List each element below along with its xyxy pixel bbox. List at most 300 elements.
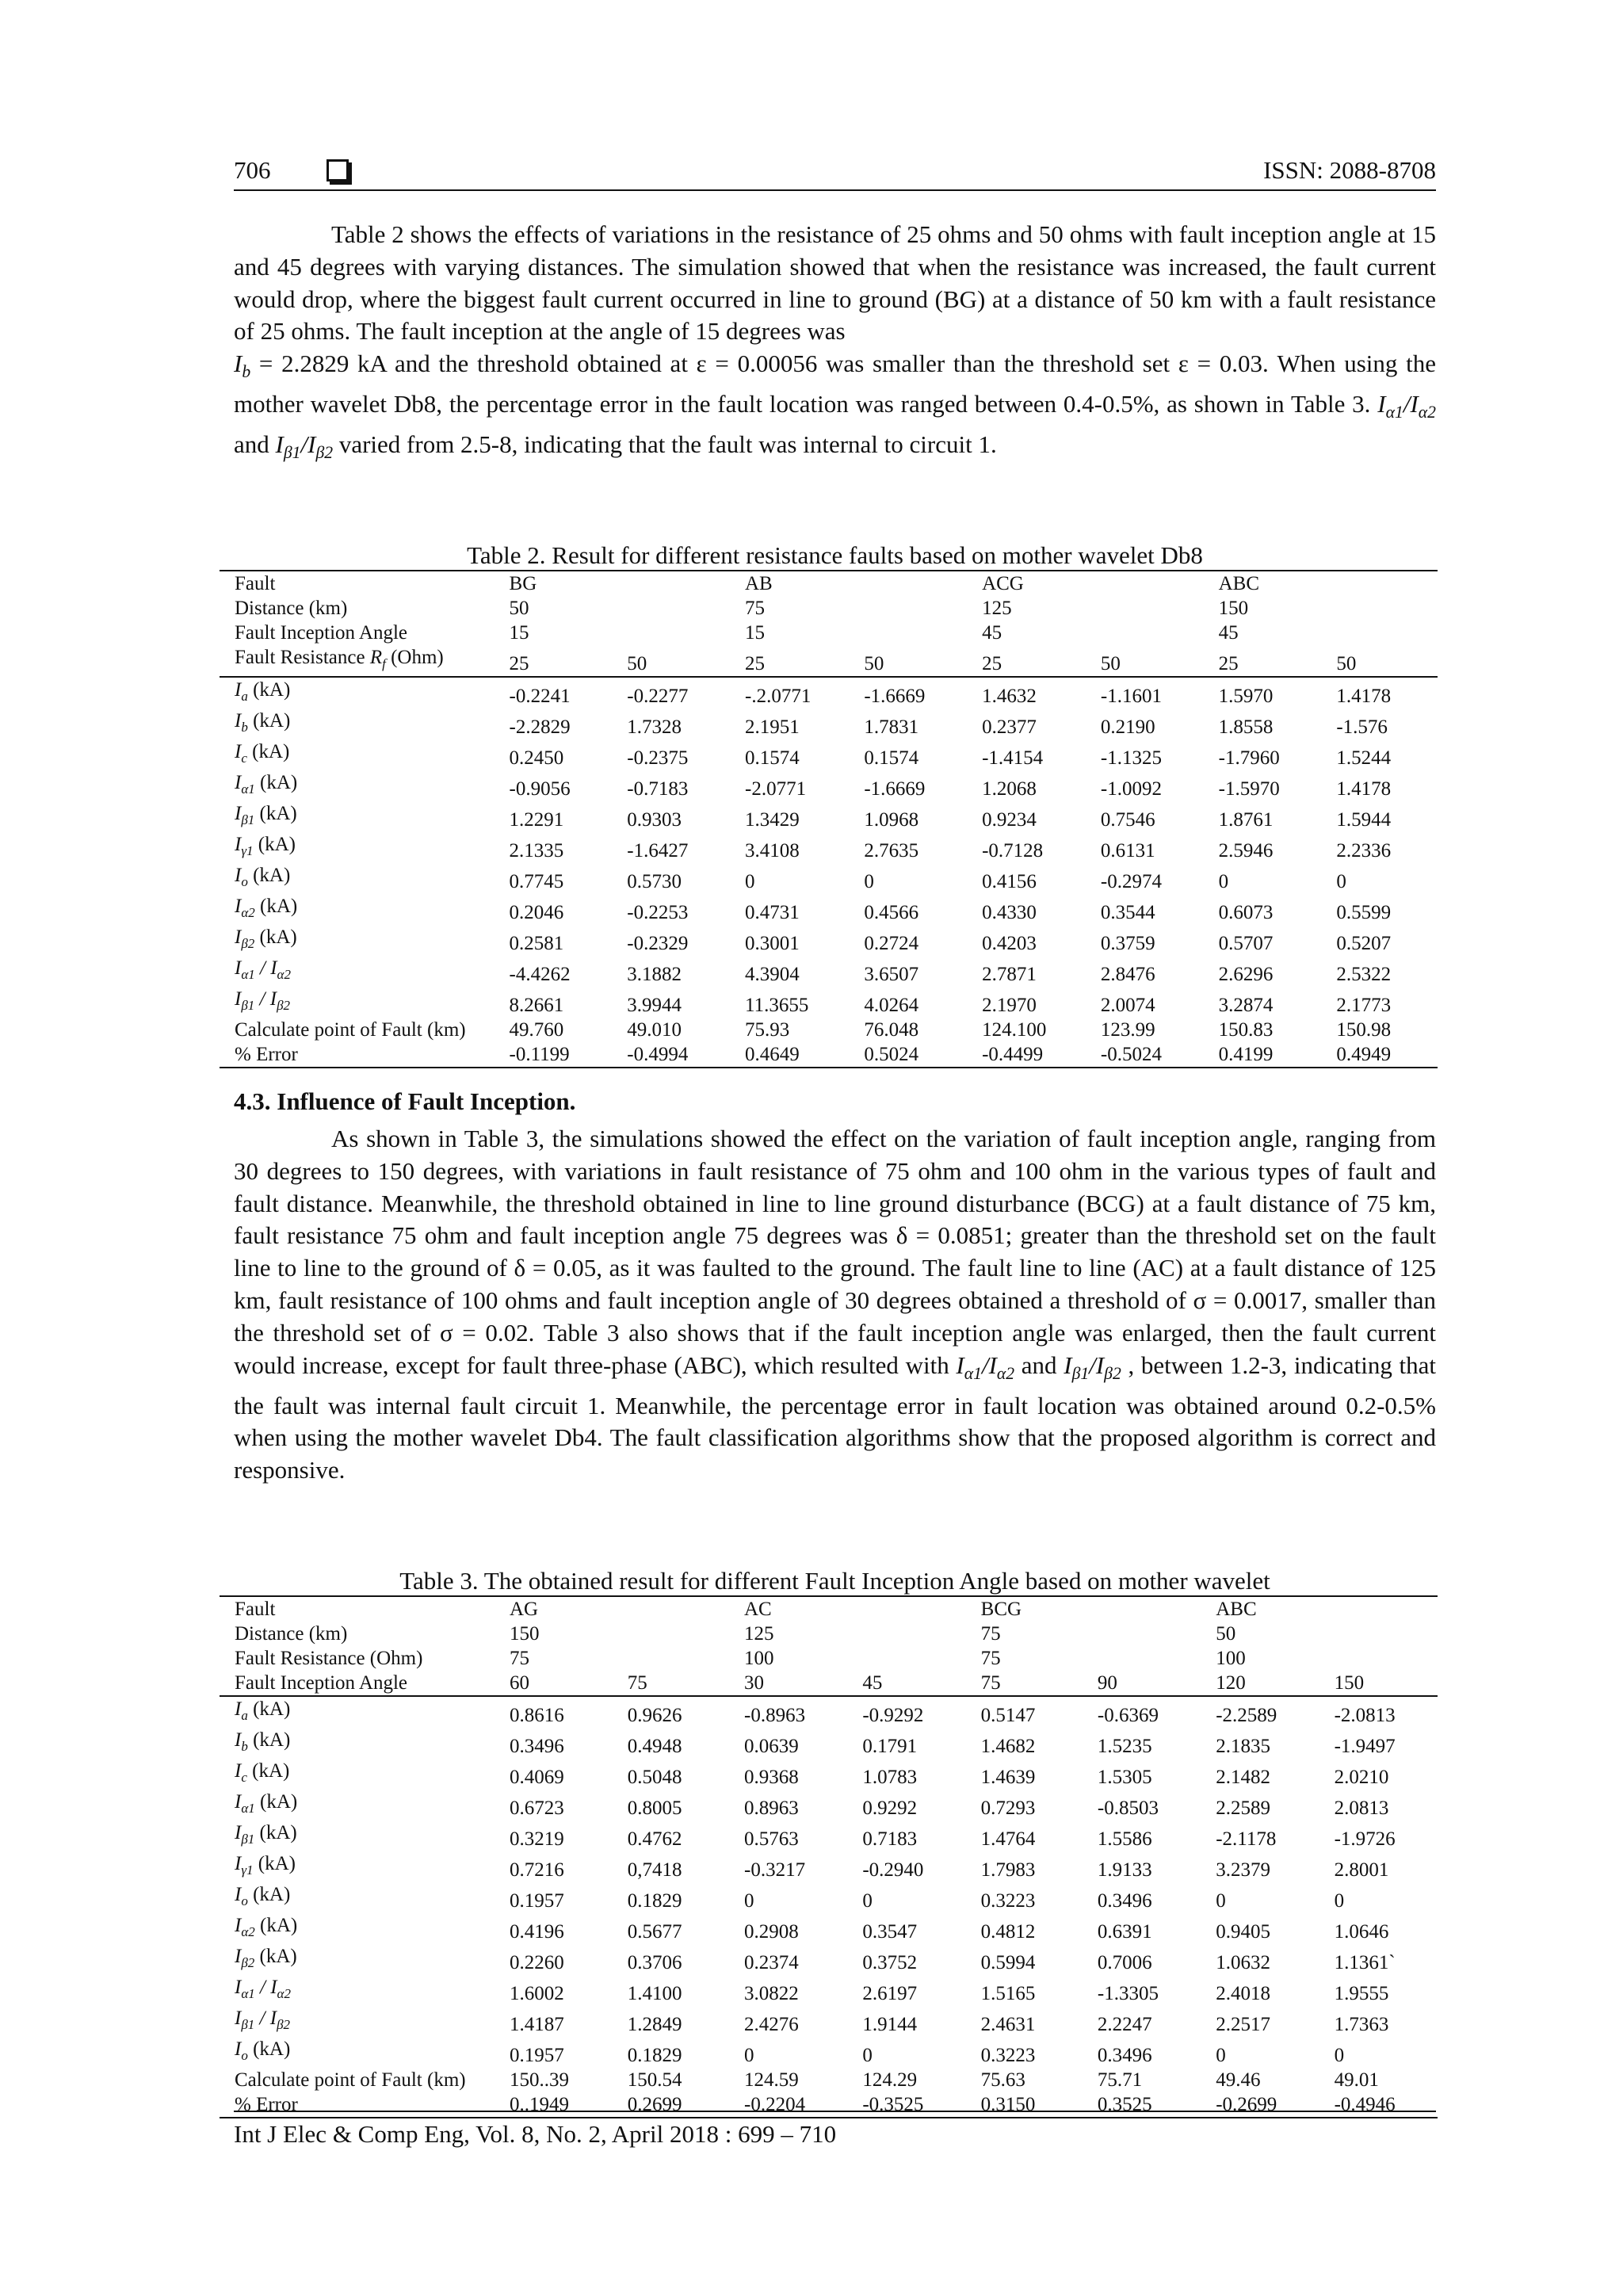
table-cell: 0.6131 [1100,840,1155,861]
table-cell: 0.4731 [745,902,800,923]
table-cell: 0 [744,1890,754,1912]
table-cell: 0.4199 [1204,1042,1322,1068]
row-label: $I_{\alpha 1}$ (kA) [235,1791,298,1816]
table-row [220,2068,1438,2092]
table-cell: -0.2204 [729,2092,847,2118]
row-label: $I_o$ (kA) [235,865,291,889]
table-cell: BCG [966,1596,1083,1622]
table-cell [1083,1646,1201,1671]
table-cell: BG [495,571,613,596]
table-cell: 2.0813 [1334,1797,1389,1819]
table-cell: 1.9144 [862,2014,918,2035]
table-cell: 1.9555 [1334,1983,1389,2004]
table-cell: 0 [1216,2045,1226,2066]
table-cell: 3.2874 [1218,995,1274,1016]
table-cell: 0.1574 [864,747,919,769]
table-row [220,596,1438,621]
table-cell: 1.5235 [1097,1736,1152,1757]
table-cell: 0.6391 [1097,1921,1152,1943]
table-cell: 1.7328 [627,716,682,738]
table-cell: 4.3904 [745,964,800,985]
table-cell: 0.2377 [982,716,1037,738]
row-label: $I_c$ (kA) [235,1760,290,1785]
table-cell: 2.1951 [745,716,800,738]
table-cell: 124.59 [744,2069,799,2091]
paragraph-table2-discussion [234,219,1436,469]
row-label: $I_{\gamma 1}$ (kA) [235,1853,296,1878]
row-label: $I_b$ (kA) [235,710,291,735]
row-label [220,1975,495,2006]
table-cell: 0 [862,2045,873,2066]
table-cell: 1.2291 [509,809,564,831]
table-cell: 0.4948 [627,1736,682,1757]
table-cell: -0.4499 [967,1042,1086,1068]
table-cell: -1.1325 [1100,747,1162,769]
table-cell: 0.7216 [509,1859,564,1881]
table-cell: 0 [1336,871,1346,892]
table-cell: 2.5946 [1218,840,1274,861]
table-cell [847,1622,965,1646]
math-symbol: $I_o$ [235,865,248,889]
table-cell: 0.3001 [745,933,800,954]
table-row [220,645,1438,677]
table-cell: 2.2247 [1097,2014,1152,2035]
table-cell: 0..1949 [495,2092,613,2118]
table-cell: 0.5024 [849,1042,967,1068]
table-cell [847,1646,965,1671]
table-row [220,677,1438,709]
table-cell: -1.9726 [1334,1828,1396,1850]
table-cell: 25 [495,645,613,677]
table-cell: -2.1178 [1216,1828,1277,1850]
table-cell: 0.5147 [980,1705,1036,1726]
table-cell: -0.2375 [627,747,689,769]
table-row [220,1759,1438,1790]
table-cell: 150 [1218,598,1249,619]
table-cell: -1.576 [1336,716,1388,738]
row-label: $I_{\alpha 2}$ (kA) [235,1915,298,1939]
row-label: % Error [220,1042,495,1068]
table-cell: 25 [730,645,849,677]
table-row [220,956,1438,987]
row-label: $I_a$ (kA) [235,1698,291,1723]
section-heading: 4.3. Influence of Fault Inception. [234,1087,576,1115]
table-cell: 1.8761 [1218,809,1274,831]
table-cell: 2.4018 [1216,1983,1270,2004]
table-cell: 0.5707 [1218,933,1274,954]
row-label: Fault Inception Angle [220,1671,495,1696]
table-row [220,1820,1438,1851]
table3 [220,1595,1438,2118]
table-cell: 0.9626 [627,1705,682,1726]
table-cell: 0.4812 [980,1921,1036,1943]
table-row [220,925,1438,956]
table-cell: 1.0632 [1216,1952,1270,1973]
math-symbol: $I_o$ [235,1884,248,1908]
table-cell: 75 [509,1648,529,1669]
table-cell: 0.1957 [509,1890,564,1912]
page-number: 706 [234,156,271,184]
table-cell: ACG [967,571,1086,596]
text-run: = 2.2829 kA and the threshold obtained at ε = 0.00056 was smaller than the threshold set ε = 0.03. When using the mother wavelet Db8, the percentage error in the fault location was ranged between 0.4-0.5%, as shown in Table 3. [234,350,1436,418]
table-row [220,987,1438,1018]
text-run: and [1014,1350,1064,1379]
table-cell: 30 [729,1671,847,1696]
table-cell: 1.5586 [1097,1828,1152,1850]
text-run: and [234,430,276,459]
issn-label: ISSN: 2088-8708 [1263,156,1436,184]
math-symbol: $I_{\gamma 1}$ [235,834,254,858]
table-cell: 0.5763 [744,1828,799,1850]
table-cell: 45 [1218,622,1239,644]
table-cell: 3.2379 [1216,1859,1270,1881]
table-cell: 1.3429 [745,809,800,831]
row-label: Fault [220,571,495,596]
math-symbol: $I_{\beta 1}$ [235,803,255,827]
table-cell: 0.3752 [862,1952,918,1973]
table-cell: 0.4196 [509,1921,564,1943]
row-label: $I_{\alpha 2}$ (kA) [235,896,298,920]
table-cell: 1.4764 [980,1828,1036,1850]
table-cell: 75 [980,1623,1001,1645]
row-label: Fault Inception Angle [235,622,408,644]
table-cell [849,571,967,596]
table-cell [612,596,730,621]
table-cell: 0.3496 [1097,1890,1152,1912]
table-cell: 0 [1216,1890,1226,1912]
table-row [220,571,1438,596]
math-symbol: $I_b$ [235,710,248,735]
table-cell: 0.6723 [509,1797,564,1819]
table-cell: 0.7546 [1100,809,1155,831]
table-row [220,1596,1438,1622]
math-ratio-beta: $I_{\beta 1}/I_{\beta 2}$ [1064,1350,1121,1383]
table-cell: 8.2661 [509,995,564,1016]
math-symbol: $I_c$ [235,1760,247,1785]
table-cell [1319,1646,1438,1671]
table-cell: 0.5599 [1336,902,1392,923]
table-cell: -1.5970 [1218,778,1280,800]
math-symbol: $I_c$ [235,741,247,766]
table-cell: 0.3496 [509,1736,564,1757]
footer-rule [234,2111,1436,2112]
table-cell: 0.9405 [1216,1921,1270,1943]
table-cell: 50 [1321,645,1438,677]
table-row [220,894,1438,925]
table-cell: 1.2849 [627,2014,682,2035]
table-row [220,801,1438,832]
row-label: $I_{\gamma 1}$ (kA) [235,834,296,858]
table-cell: 2.2336 [1336,840,1392,861]
row-label [220,2006,495,2037]
math-symbol: $I_o$ [235,2038,248,2063]
table-cell: 0 [745,871,755,892]
table-cell: 0.8616 [509,1705,564,1726]
table-row [220,1944,1438,1975]
table-cell [1083,1622,1201,1646]
table-cell: 124.29 [862,2069,918,2091]
table-cell: -0.6369 [1097,1705,1159,1726]
table-cell: 0.3219 [509,1828,564,1850]
table-cell: 1.5244 [1336,747,1392,769]
row-label: $I_{\beta 1}$ (kA) [235,803,297,827]
table-cell: -1.1601 [1100,686,1162,707]
math-symbol: $I_a$ [235,679,248,704]
table-cell: 150.54 [627,2069,682,2091]
table-cell: ABC [1204,571,1322,596]
table-cell: 2.1835 [1216,1736,1270,1757]
math-symbol: $I_{\beta 1}$ [235,1822,255,1847]
table-cell: 1.0646 [1334,1921,1389,1943]
table-cell: 75.71 [1097,2069,1143,2091]
table-cell: 0.4949 [1321,1042,1438,1068]
math-ratio-alpha: $I_{\alpha 1}/I_{\alpha 2}$ [1377,390,1436,422]
table-cell: 1.8558 [1218,716,1274,738]
table-cell: 1.4100 [627,1983,682,2004]
table-cell: 1.4639 [980,1767,1036,1788]
table-row [220,1018,1438,1042]
row-label: Fault Resistance $R_f$ (Ohm) [220,645,495,677]
table-cell: 75 [966,1671,1083,1696]
row-label [220,956,495,987]
table-cell: 2.6197 [862,1983,918,2004]
table-cell: -0.8503 [1097,1797,1159,1819]
table3-caption: Table 3. The obtained result for different Fault Inception Angle based on mother wavelet [399,1567,1270,1595]
math-symbol: $I_{\gamma 1}$ [235,1853,254,1878]
table-cell [1321,571,1438,596]
math-symbol: $I_{\alpha 2}$ [235,1915,255,1939]
table-cell: 0.3547 [862,1921,918,1943]
table-cell: -2.0813 [1334,1705,1396,1726]
row-label: % Error [220,2092,495,2118]
table-cell: 0.1829 [627,1890,682,1912]
table-cell: 3.1882 [627,964,682,985]
table-cell: 0.2260 [509,1952,564,1973]
table-row [220,1790,1438,1820]
table-cell: 125 [982,598,1012,619]
table-cell: 1.9133 [1097,1859,1152,1881]
math-symbol: $I_{\beta 1} / I_{\beta 2}$ [235,988,291,1013]
row-label: $I_c$ (kA) [235,741,290,766]
table-row [220,1671,1438,1696]
table-cell: 1.2068 [982,778,1037,800]
table-cell: -0.2241 [509,686,571,707]
math-ratio-alpha: $I_{\alpha 1}/I_{\alpha 2}$ [956,1350,1015,1383]
table-cell [847,1596,965,1622]
table-cell: 0.3706 [627,1952,682,1973]
table-cell: -0.2277 [627,686,689,707]
table-cell: 1.5970 [1218,686,1274,707]
table-cell [1086,596,1204,621]
table-cell: -0.8963 [744,1705,806,1726]
table-cell: 0.1574 [745,747,800,769]
table-cell: -.2.0771 [745,686,812,707]
table-cell: 45 [982,622,1002,644]
table-cell: 0.3544 [1100,902,1155,923]
table-cell [1319,1622,1438,1646]
table-cell: -0.5024 [1086,1042,1204,1068]
table-cell: 2.2517 [1216,2014,1270,2035]
table-cell: -1.3305 [1097,1983,1159,2004]
table-cell: -1.6669 [864,778,926,800]
table-cell: 0.3223 [980,2045,1036,2066]
table-cell: 50 [1216,1623,1236,1645]
table-row [220,863,1438,894]
table-cell: 0.2581 [509,933,564,954]
table-cell: 3.6507 [864,964,919,985]
table2-caption: Table 2. Result for different resistance faults based on mother wavelet Db8 [467,541,1203,569]
table-cell: 0.2190 [1100,716,1155,738]
row-label: Distance (km) [235,598,348,619]
table-cell: -0.7128 [982,840,1044,861]
math-symbol: $I_a$ [235,1698,248,1723]
table-cell: -1.0092 [1100,778,1162,800]
table-row [220,2037,1438,2068]
table-cell: 1.5305 [1097,1767,1152,1788]
table-cell: 50 [509,598,529,619]
table-cell: 2.7635 [864,840,919,861]
paragraph-fault-inception [234,1123,1436,1487]
table-row [220,1728,1438,1759]
table-cell [612,571,730,596]
table-cell [1083,1596,1201,1622]
table-cell: 0.8005 [627,1797,682,1819]
table-cell: 0.3496 [1097,2045,1152,2066]
table-cell: 3.9944 [627,995,682,1016]
table-cell: 2.1970 [982,995,1037,1016]
table-row [220,739,1438,770]
table-row [220,621,1438,645]
table-cell: 1.7363 [1334,2014,1389,2035]
table-cell: 0.4203 [982,933,1037,954]
table-cell: 1.5165 [980,1983,1036,2004]
table-cell: -0.1199 [495,1042,613,1068]
table-cell: 120 [1201,1671,1319,1696]
math-ib: $I_b$ [234,350,251,382]
table-cell: 3.4108 [745,840,800,861]
table-row [220,709,1438,739]
row-label [220,987,495,1018]
table-cell: 0.5207 [1336,933,1392,954]
table-cell: 0.2724 [864,933,919,954]
table-cell: 11.3655 [745,995,809,1016]
table-cell: 1.0783 [862,1767,918,1788]
table-cell: 123.99 [1100,1019,1155,1041]
table-cell: 0.6073 [1218,902,1274,923]
table-cell: 15 [745,622,765,644]
table-cell: 50 [612,645,730,677]
table-cell: -0.2329 [627,933,689,954]
table-cell: ABC [1201,1596,1319,1622]
table-cell: 45 [847,1671,965,1696]
table-cell: 60 [495,1671,613,1696]
table-cell: 0.5677 [627,1921,682,1943]
table-row [220,1646,1438,1671]
row-label: $I_{\beta 2}$ (kA) [235,926,297,951]
table-cell: 0.9234 [982,809,1037,831]
table-cell: 0.0639 [744,1736,799,1757]
text-run: varied from 2.5-8, indicating that the fault was internal to circuit 1. [333,430,997,459]
table-cell: 100 [1216,1648,1246,1669]
table-cell: 0.4330 [982,902,1037,923]
table-cell: -0.4946 [1319,2092,1438,2118]
table-row [220,1622,1438,1646]
table-cell: -1.4154 [982,747,1044,769]
citation-footer: Int J Elec & Comp Eng, Vol. 8, No. 2, April 2018 : 699 – 710 [234,2120,837,2148]
table-cell: 2.6296 [1218,964,1274,985]
table-cell: 0.2699 [613,2092,729,2118]
table-cell [612,621,730,645]
table-cell: 0.2908 [744,1921,799,1943]
table-cell: 0.7183 [862,1828,918,1850]
table-cell: 49.01 [1334,2069,1379,2091]
table-cell: 75.63 [980,2069,1025,2091]
table-cell: 0.1829 [627,2045,682,2066]
table-cell: 0.7745 [509,871,564,892]
row-label: $I_o$ (kA) [235,2038,291,2063]
text-run: Table 2 shows the effects of variations in the resistance of 25 ohms and 50 ohms with fault inception angle at 15 and 45 degrees with varying distances. The simulation showed that when the resistance was increased, the fault current would drop, where the biggest fault current occurred in line to ground (BG) at a distance of 50 km with a fault resistance of 25 ohms. The fault inception at the angle of 15 degrees was [234,220,1436,346]
table-cell: -1.9497 [1334,1736,1396,1757]
table-cell: 15 [509,622,529,644]
table-cell: 0.5994 [980,1952,1036,1973]
table-row [220,2092,1438,2118]
table-cell: 75.93 [745,1019,790,1041]
table-cell: AC [729,1596,847,1622]
table-cell: 4.0264 [864,995,919,1016]
table-cell: 150..39 [509,2069,569,2091]
table-cell [1086,571,1204,596]
table-cell: 0.3759 [1100,933,1155,954]
table-cell: 0 [864,871,874,892]
row-label: $I_a$ (kA) [235,679,291,704]
table-cell: 0.4566 [864,902,919,923]
table-row [220,1696,1438,1728]
table-cell: 0 [1334,1890,1345,1912]
table-cell: 3.0822 [744,1983,799,2004]
table-cell: 76.048 [864,1019,919,1041]
table-cell: 75 [980,1648,1001,1669]
table-cell: -0.2974 [1100,871,1162,892]
math-symbol: $I_{\alpha 1} / I_{\alpha 2}$ [235,957,291,982]
table-cell: 49.46 [1216,2069,1261,2091]
table-cell: 2.2589 [1216,1797,1270,1819]
table-cell: 0.9303 [627,809,682,831]
table-cell: 2.0074 [1100,995,1155,1016]
table-row [220,1042,1438,1068]
table-cell: 1.4682 [980,1736,1036,1757]
table-cell: -1.7960 [1218,747,1280,769]
table-cell: 2.8001 [1334,1859,1389,1881]
table-cell: 150.98 [1336,1019,1392,1041]
math-symbol: $I_{\beta 1} / I_{\beta 2}$ [235,2008,291,2032]
table-cell: -1.6669 [864,686,926,707]
table-cell: 0 [744,2045,754,2066]
table-row [220,2006,1438,2037]
page-header [234,155,1436,189]
math-symbol: $I_{\alpha 1}$ [235,772,255,797]
table-cell: 0 [862,1890,873,1912]
table-cell: 25 [1204,645,1322,677]
table-cell [1321,621,1438,645]
table-cell: 0.9368 [744,1767,799,1788]
table-cell: 1.7831 [864,716,919,738]
table-cell: 1.4632 [982,686,1037,707]
table-cell: -0.4994 [612,1042,730,1068]
table-cell [613,1622,729,1646]
table-cell: 1.1361` [1334,1952,1396,1973]
table-cell: 0.1957 [509,2045,564,2066]
math-symbol: $I_{\alpha 1}$ [235,1791,255,1816]
